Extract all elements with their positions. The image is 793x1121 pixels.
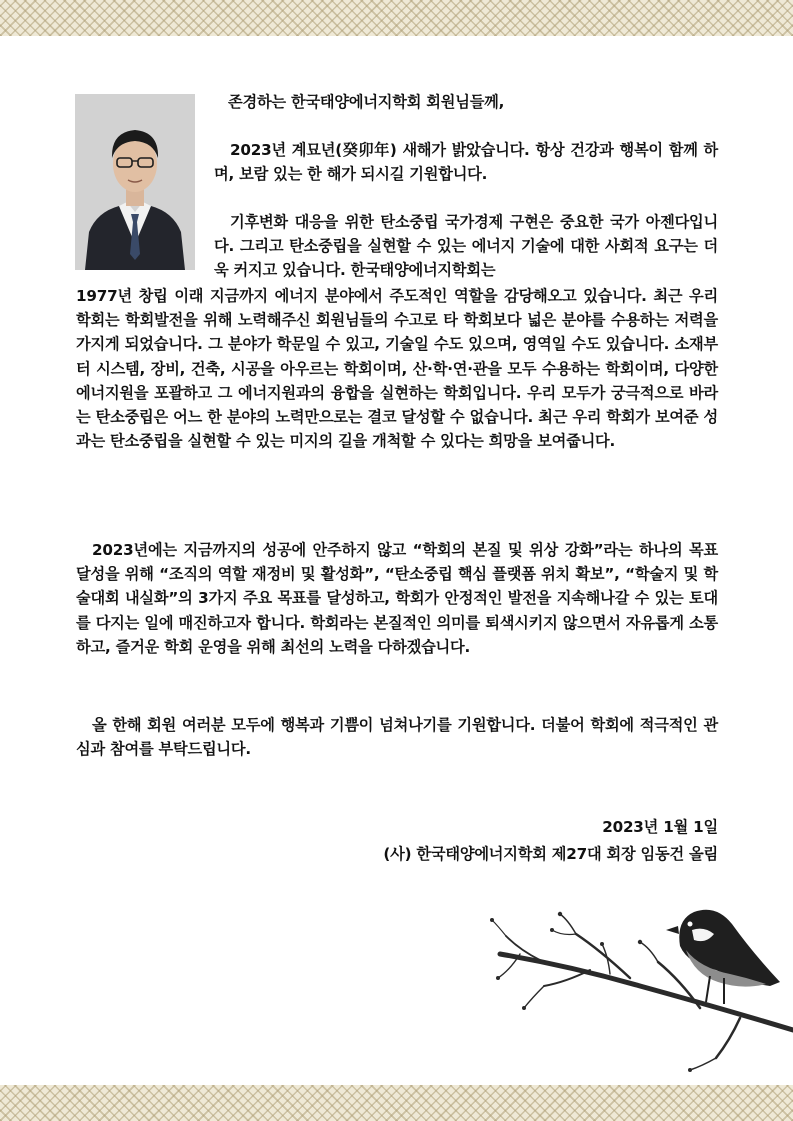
bottom-decorative-border — [0, 1085, 793, 1121]
president-portrait-photo — [75, 94, 195, 270]
carbon-neutral-paragraph-intro: 기후변화 대응을 위한 탄소중립 국가경제 구현은 중요한 국가 아젠다입니다. 그리고 탄소중립을 실현할 수 있는 에너지 기술에 대한 사회적 요구는 더욱 커지고 있습니다. 한국태양에너지학회는 — [214, 213, 718, 280]
carbon-neutral-paragraph-continued: 1977년 창립 이래 지금까지 에너지 분야에서 주도적인 역할을 감당해오고 있습니다. 최근 우리 학회는 학회발전을 위해 노력해주신 회원님들의 수고로 타 학회보다 넓은 분야를 수용하는 저력을 가지게 되었습니다. 그 분야가 학문일 수 있고, 기술일 수도 있으며, 영역일 수도 있습니다. 소재부터 시스템, 장비, 건축, 시공을 아우르는 학회이며, 산·학·연·관을 모두 수용하는 학회이며, 다양한 에너지원을 포괄하고 그 에너지원과의 융합을 실현하는 학회입니다. 우리 모두가 궁극적으로 바라는 탄소중립은 어느 한 분야의 노력만으로는 결코 달성할 수 없습니다. 최근 우리 학회가 보여준 성과는 탄소중립을 실현할 수 있는 미지의 길을 개척할 수 있다는 희망을 보여줍니다. — [76, 287, 718, 451]
bird-on-branch-illustration — [480, 890, 793, 1080]
goals-2023-paragraph: 2023년에는 지금까지의 성공에 안주하지 않고 “학회의 본질 및 위상 강화”라는 하나의 목표 달성을 위해 “조직의 역할 재정비 및 활성화”, “탄소중립 핵심 플랫폼 위치 확보”, “학술지 및 학술대회 내실화”의 3가지 주요 목표를 달성하고, 학회가 안정적인 발전을 지속해나갈 수 있는 토대를 다지는 일에 매진하고자 합니다. 학회라는 본질적인 의미를 퇴색시키지 않으면서 자유롭게 소통하고, 즐거운 학회 운영을 위해 최선의 노력을 다하겠습니다. — [76, 541, 718, 656]
new-year-greeting-paragraph: 2023년 계묘년(癸卯年) 새해가 밝았습니다. 항상 건강과 행복이 함께 하며, 보람 있는 한 해가 되시길 기원합니다. — [214, 141, 718, 184]
top-decorative-border — [0, 0, 793, 36]
signature-line: (사) 한국태양에너지학회 제27대 회장 임동건 올림 — [383, 845, 718, 863]
closing-wishes-paragraph: 올 한해 회원 여러분 모두에 행복과 기쁨이 넘쳐나기를 기원합니다. 더불어 학회에 적극적인 관심과 참여를 부탁드립니다. — [76, 716, 718, 759]
letter-date: 2023년 1월 1일 — [602, 818, 718, 836]
salutation: 존경하는 한국태양에너지학회 회원님들께, — [228, 93, 505, 111]
